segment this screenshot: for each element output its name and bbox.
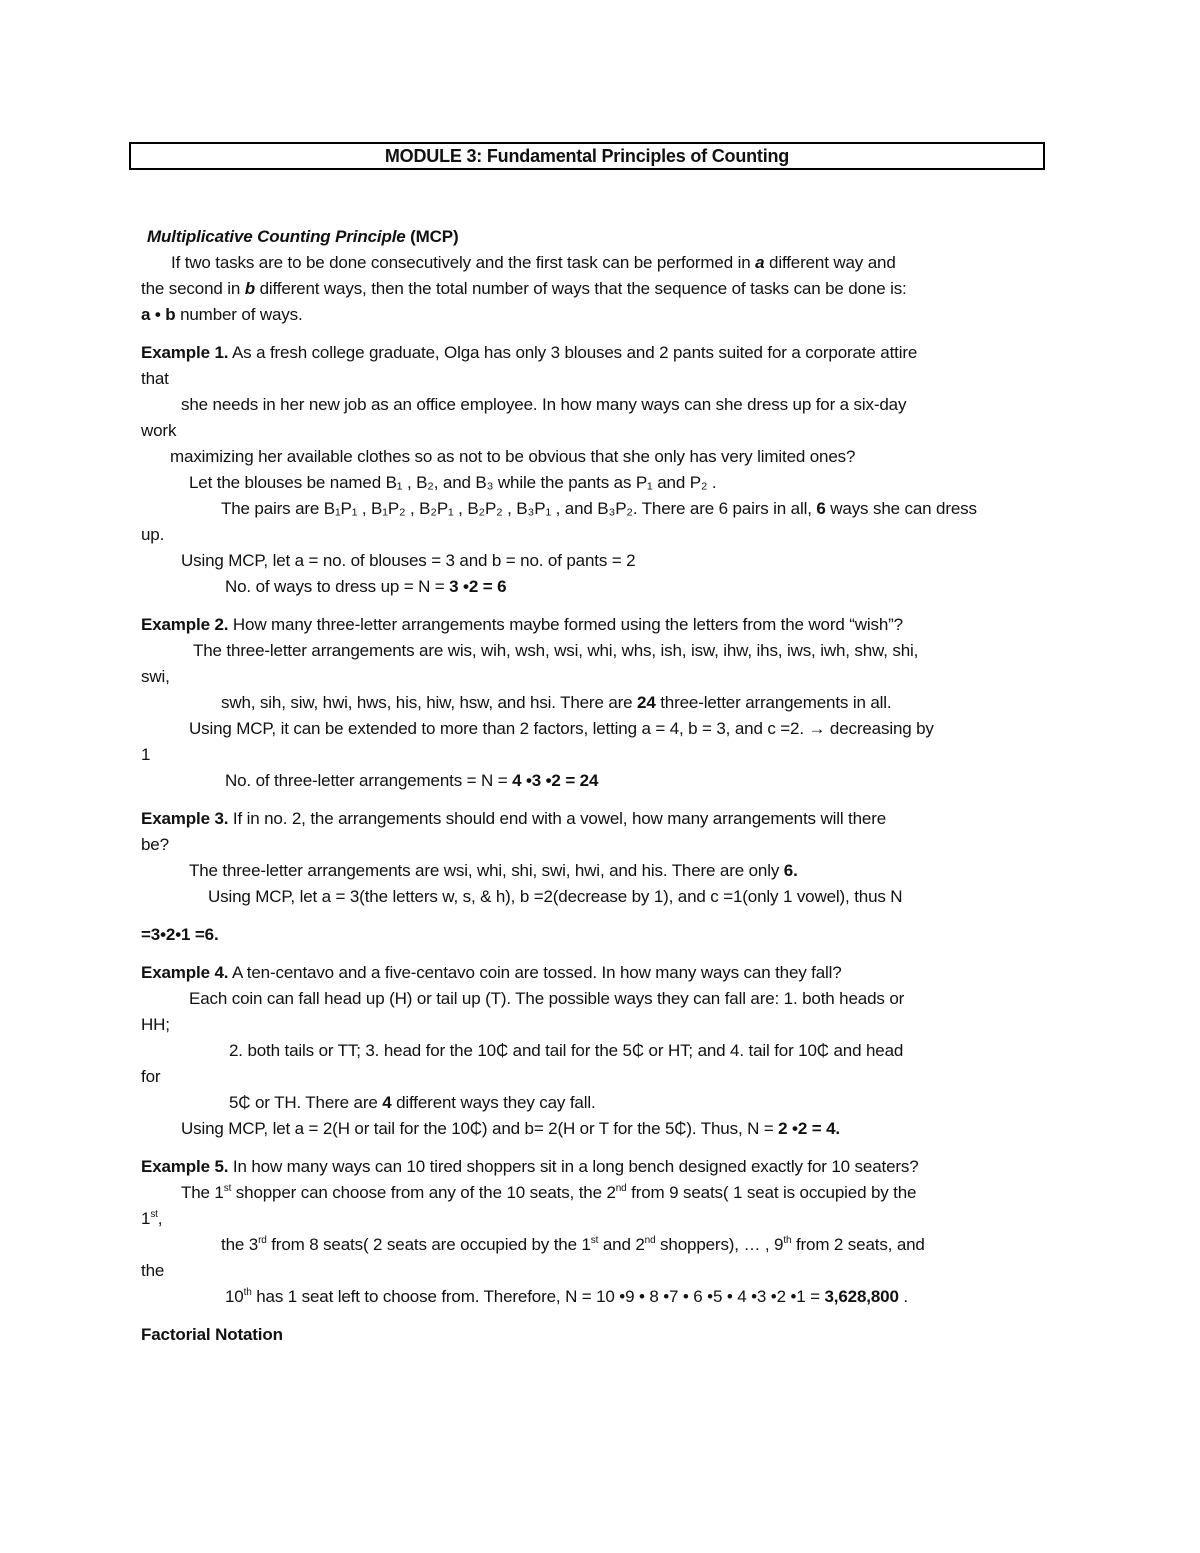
example-2-line-4: Using MCP, it can be extended to more than 2 factors, letting a = 4, b = 3, and c =2. → decreasing by [189,719,934,738]
example-1-line-5b: up. [141,525,165,544]
example-2-line-4b: 1 [141,745,151,764]
example-1-line-6: Using MCP, let a = no. of blouses = 3 and b = no. of pants = 2 [181,551,636,570]
example-2-line-2: The three-letter arrangements are wis, wih, wsh, wsi, whi, whs, ish, isw, ihw, ihs, iws, iwh, shw, shi, [193,641,919,660]
example-4-line-2: Each coin can fall head up (H) or tail up (T). The possible ways they can fall are: 1. both heads or [189,989,905,1008]
example-3-line-2: The three-letter arrangements are wsi, whi, shi, swi, hwi, and his. There are only 6. [189,861,798,880]
example-2-line-3: swh, sih, siw, hwi, hws, his, hiw, hsw, and hsi. There are 24 three-letter arrangements in all. [221,693,892,712]
mcp-line-1: If two tasks are to be done consecutively and the first task can be performed in a different way and [171,253,896,272]
example-1-line-2: she needs in her new job as an office employee. In how many ways can she dress up for a six-day [181,395,907,414]
example-4-line-3: 2. both tails or TT; 3. head for the 10₵ and tail for the 5₵ or HT; and 4. tail for 10₵ and head [229,1041,904,1060]
example-1-line-3: maximizing her available clothes so as not to be obvious that she only has very limited ones? [170,447,856,466]
example-1-line-2b: work [141,421,177,440]
factorial-heading: Factorial Notation [141,1325,283,1344]
example-1-line-7: No. of ways to dress up = N = 3 •2 = 6 [225,577,507,596]
example-3-line-1: Example 3. If in no. 2, the arrangements should end with a vowel, how many arrangements will there [141,809,887,828]
example-2-line-5: No. of three-letter arrangements = N = 4 •3 •2 = 24 [225,771,599,790]
example-5-line-3b: the [141,1261,165,1280]
example-4-line-3b: for [141,1067,161,1086]
example-2-line-2b: swi, [141,667,170,686]
example-5-line-2b: 1st, [141,1209,163,1228]
example-4-line-2b: HH; [141,1015,170,1034]
module-title-box [129,142,1045,170]
example-4-line-5: Using MCP, let a = 2(H or tail for the 10₵) and b= 2(H or T for the 5₵). Thus, N = 2 •2 = 4. [181,1119,840,1138]
example-3-line-4: =3•2•1 =6. [141,925,219,944]
example-5-line-3: the 3rd from 8 seats( 2 seats are occupied by the 1st and 2nd shoppers), … , 9th from 2 seats, and [221,1235,925,1254]
example-4-line-4: 5₵ or TH. There are 4 different ways they cay fall. [229,1093,596,1112]
example-5-line-4: 10th has 1 seat left to choose from. Therefore, N = 10 •9 • 8 •7 • 6 •5 • 4 •3 •2 •1 = 3,628,800 . [225,1287,908,1306]
mcp-heading: Multiplicative Counting Principle (MCP) [147,227,459,246]
example-1-line-1b: that [141,369,169,388]
mcp-line-2: the second in b different ways, then the total number of ways that the sequence of tasks can be done is: [141,279,907,298]
module-title: MODULE 3: Fundamental Principles of Counting [384,145,790,166]
example-5-line-2: The 1st shopper can choose from any of the 10 seats, the 2nd from 9 seats( 1 seat is occupied by the [181,1183,917,1202]
example-2-line-1: Example 2. How many three-letter arrangements maybe formed using the letters from the word “wish”? [141,615,903,634]
example-1-line-5: The pairs are B₁P₁ , B₁P₂ , B₂P₁ , B₂P₂ , B₃P₁ , and B₃P₂. There are 6 pairs in all, 6 ways she can dress [221,499,977,518]
mcp-line-3: a • b number of ways. [141,305,303,324]
example-3-line-3: Using MCP, let a = 3(the letters w, s, & h), b =2(decrease by 1), and c =1(only 1 vowel), thus N [208,887,903,906]
example-4-line-1: Example 4. A ten-centavo and a five-centavo coin are tossed. In how many ways can they fall? [141,963,842,982]
document-body [141,224,1066,1348]
example-5-line-1: Example 5. In how many ways can 10 tired shoppers sit in a long bench designed exactly for 10 seaters? [141,1157,919,1176]
example-1-line-1: Example 1. As a fresh college graduate, Olga has only 3 blouses and 2 pants suited for a corporate attire [141,343,918,362]
example-3-line-1b: be? [141,835,169,854]
example-1-line-4: Let the blouses be named B₁ , B₂, and B₃ while the pants as P₁ and P₂ . [189,473,717,492]
